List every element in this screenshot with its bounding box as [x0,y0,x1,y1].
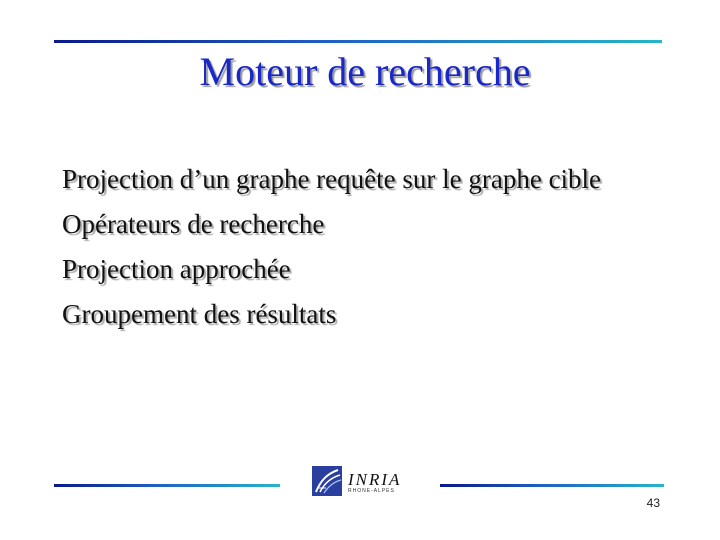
top-divider-line [54,40,662,43]
slide-title: Moteur de recherche [199,49,531,94]
inria-logo-icon [312,466,344,496]
bullet-item: Opérateurs de recherche [62,209,325,239]
bullet-item: Projection d’un graphe requête sur le graphe cible [62,164,602,194]
inria-logo [312,466,424,498]
page-number: 43 [646,496,660,510]
bullet-item: Projection approchée [62,254,291,284]
inria-logo-wordmark: INRIA [348,470,402,489]
inria-logo-subtitle: RHONE-ALPES [348,488,395,494]
bottom-right-divider-line [440,484,664,487]
bullet-item: Groupement des résultats [62,299,337,329]
bottom-left-divider-line [54,484,280,487]
bullet-list [62,164,662,344]
